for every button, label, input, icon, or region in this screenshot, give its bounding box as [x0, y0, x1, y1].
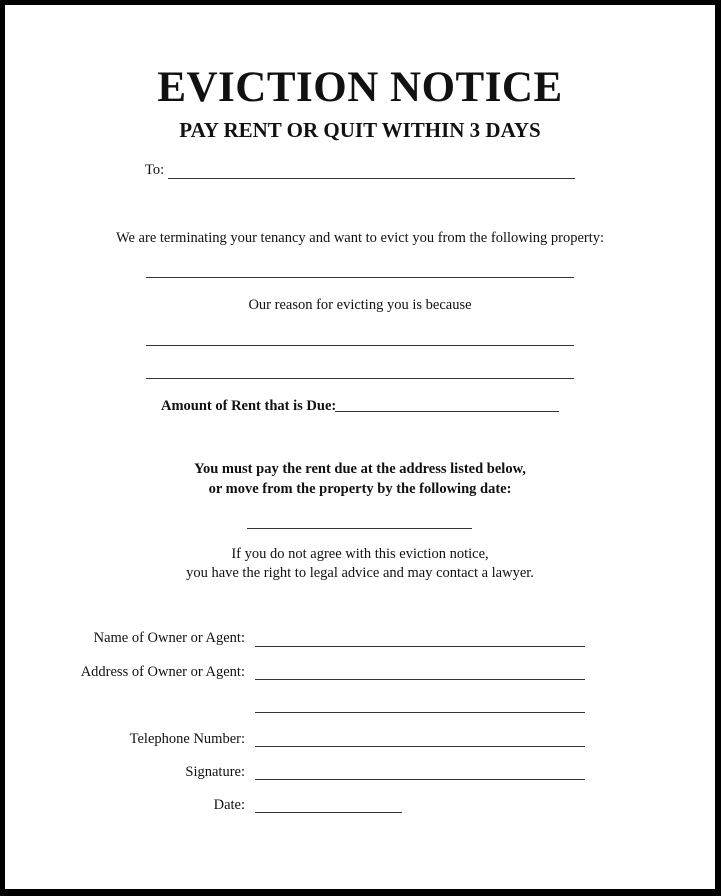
to-field[interactable] — [168, 178, 575, 179]
reason-field-line-1[interactable] — [146, 345, 574, 346]
legal-notice-line-1: If you do not agree with this eviction notice, — [231, 546, 489, 562]
property-address-field[interactable] — [146, 277, 574, 278]
signature-label: Signature: — [185, 764, 245, 780]
rent-due-label: Amount of Rent that is Due: — [161, 398, 337, 414]
rent-due-field[interactable] — [335, 411, 559, 412]
move-out-date-field[interactable] — [247, 528, 472, 529]
pay-instruction-line-1: You must pay the rent due at the address listed below, — [194, 461, 526, 477]
owner-address-field-line-2[interactable] — [255, 712, 585, 713]
document-title: EVICTION NOTICE — [157, 64, 563, 111]
legal-notice-line-2: you have the right to legal advice and may contact a lawyer. — [186, 565, 534, 581]
terminating-statement: We are terminating your tenancy and want to evict you from the following property: — [115, 230, 605, 246]
owner-name-label: Name of Owner or Agent: — [93, 630, 245, 646]
telephone-field[interactable] — [255, 746, 585, 747]
to-label: To: — [145, 162, 165, 178]
owner-address-field-line-1[interactable] — [255, 679, 585, 680]
signature-field[interactable] — [255, 779, 585, 780]
pay-instruction-line-2: or move from the property by the following date: — [208, 481, 512, 497]
owner-name-field[interactable] — [255, 646, 585, 647]
eviction-notice-page — [5, 5, 715, 889]
date-label: Date: — [213, 797, 245, 813]
reason-statement: Our reason for evicting you is because — [248, 297, 472, 313]
date-field[interactable] — [255, 812, 402, 813]
owner-address-label: Address of Owner or Agent: — [80, 664, 245, 680]
reason-field-line-2[interactable] — [146, 378, 574, 379]
document-subtitle: PAY RENT OR QUIT WITHIN 3 DAYS — [179, 118, 541, 142]
telephone-label: Telephone Number: — [129, 731, 245, 747]
